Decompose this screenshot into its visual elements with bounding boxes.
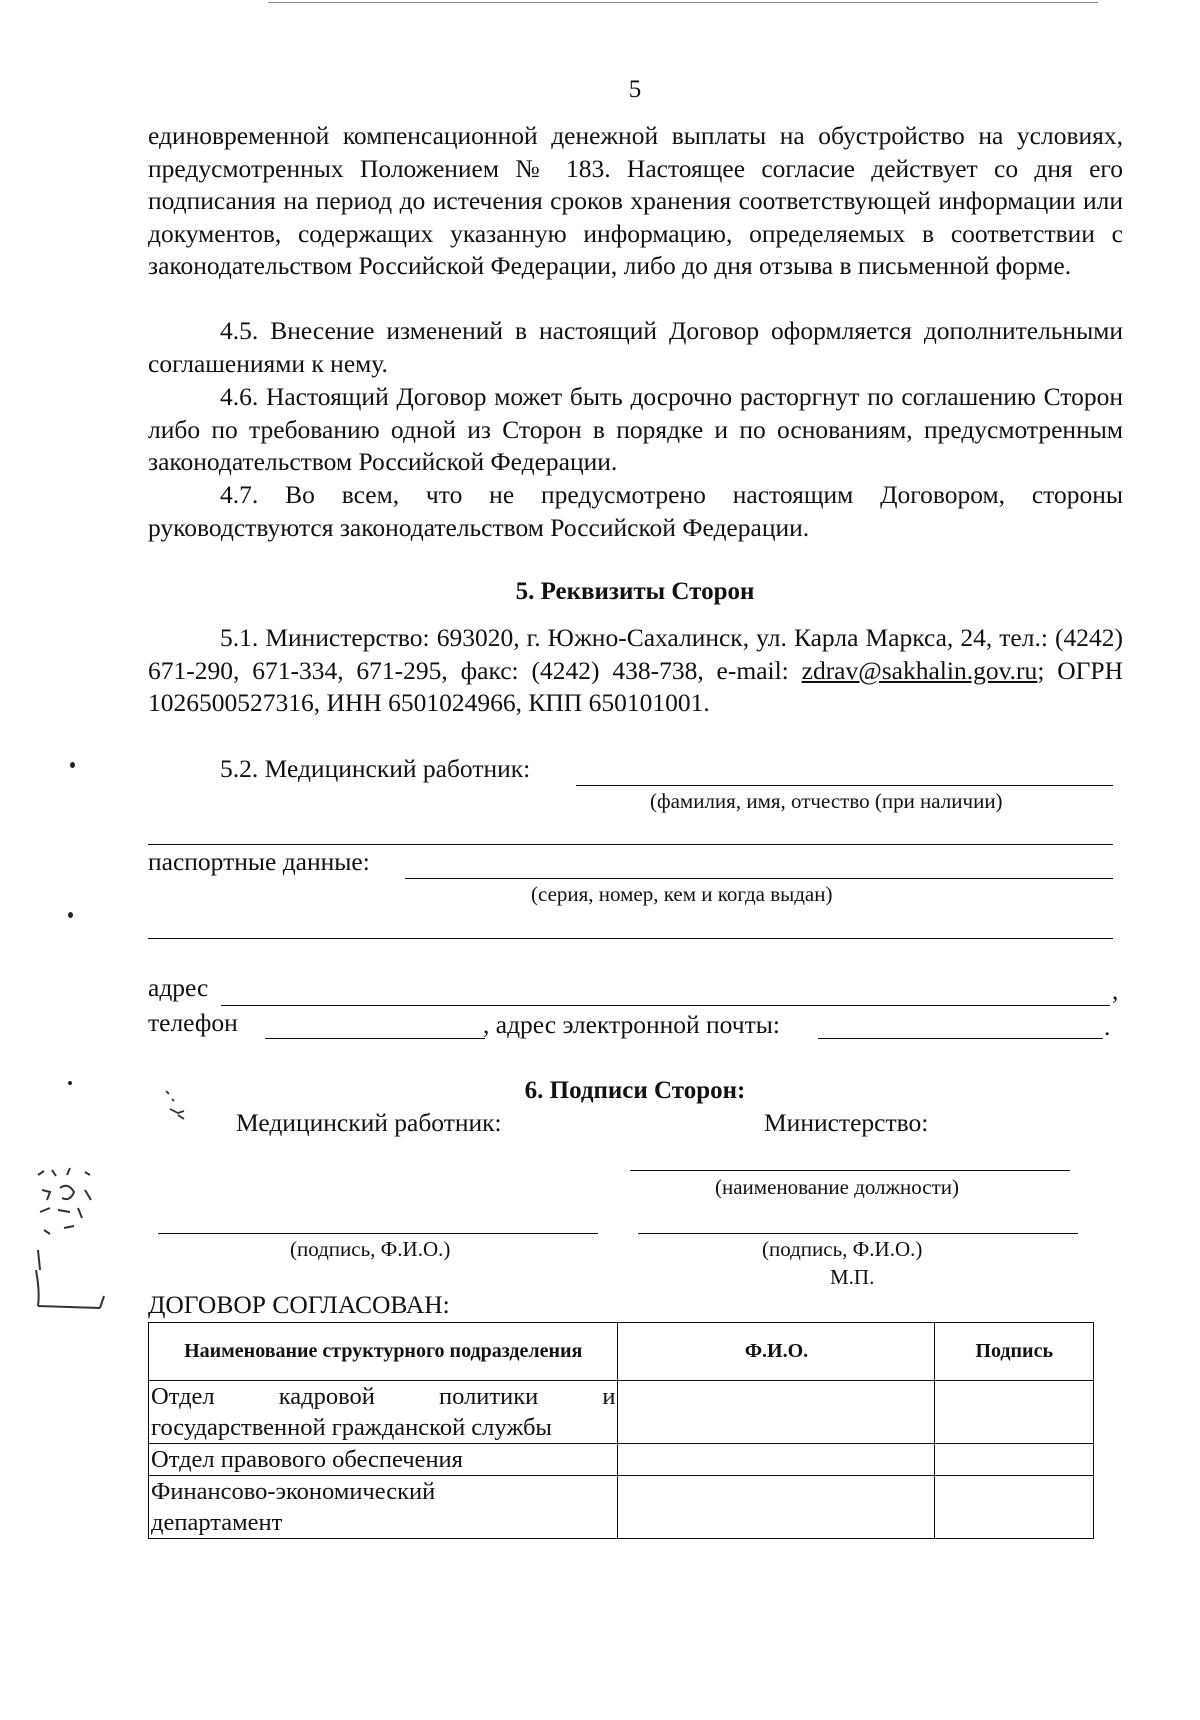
passport-field-continued[interactable] (148, 938, 1113, 939)
section-5-title: 5. Реквизиты Сторон (515, 578, 755, 605)
passport-label: паспортные данные: (148, 847, 370, 876)
passport-caption: (серия, номер, кем и когда выдан) (531, 882, 833, 906)
fio-cell[interactable] (618, 1444, 935, 1476)
approval-table (148, 1322, 1094, 1539)
signature-cell[interactable] (935, 1444, 1094, 1476)
ministry-details (148, 622, 1123, 720)
worker-signature-field[interactable] (158, 1233, 598, 1234)
table-row (149, 1476, 1094, 1539)
seal-caption: М.П. (830, 1265, 875, 1289)
scan-speck (68, 912, 73, 918)
fio-cell[interactable] (618, 1381, 935, 1444)
fio-cell[interactable] (618, 1476, 935, 1539)
ministry-registration: ; ОГРН 1026500527316, ИНН 6501024966, КПП 650101001. (148, 655, 1124, 717)
email-period: . (1104, 1012, 1111, 1041)
scan-speck (70, 762, 75, 768)
department-cell (149, 1381, 618, 1444)
position-caption: (наименование должности) (715, 1175, 960, 1199)
department-name-line1: Отдел правового обеспечения (151, 1446, 463, 1473)
page-number: 5 (628, 76, 642, 103)
worker-name-caption: (фамилия, имя, отчество (при наличии) (650, 789, 1003, 813)
scan-edge-line (268, 2, 1098, 3)
department-name-line1: Отдел кадровой политики и (151, 1383, 616, 1410)
worker-label: 5.2. Медицинский работник: (220, 754, 531, 783)
address-field[interactable] (221, 1005, 1110, 1006)
table-row (149, 1444, 1094, 1476)
signature-ministry-label: Министерство: (764, 1108, 929, 1137)
clause-4-6: 4.6. Настоящий Договор может быть досрочно расторгнут по соглашению Сторон либо по требованию одной из Сторон в порядке и по основаниям, предусмотренным законодательством Российской Федерации. (148, 382, 1123, 476)
signature-cell[interactable] (935, 1381, 1094, 1444)
header-fio: Ф.И.О. (618, 1323, 935, 1381)
ministry-signature-field[interactable] (638, 1233, 1078, 1234)
signature-worker-label: Медицинский работник: (236, 1108, 502, 1137)
worker-name-field-continued[interactable] (148, 844, 1113, 845)
ministry-details-text: 5.1. Министерство: 693020, г. Южно-Сахалинск, ул. Карла Маркса, 24, тел.: (4242) 671-290, 671-334, 671-295, факс: (4242) 438-738, e-mail: (148, 623, 1123, 685)
header-signature: Подпись (935, 1323, 1094, 1381)
department-cell (149, 1476, 618, 1539)
consent-paragraph: единовременной компенсационной денежной выплаты на обустройство на условиях, предусмотренных Положением № 183. Настоящее согласие действует со дня его подписания на период до истечения сроков хранения соответствующей информации или документов, содержащих указанную информацию, определяемых в соответствии с законодательством Российской Федерации, либо до дня отзыва в письменной форме. (148, 121, 1123, 280)
signature-cell[interactable] (935, 1476, 1094, 1539)
approval-header-row (149, 1323, 1094, 1381)
department-name-line2: государственной гражданской службы (151, 1414, 552, 1441)
table-row (149, 1381, 1094, 1444)
ministry-signature-caption: (подпись, Ф.И.О.) (762, 1237, 923, 1261)
phone-field[interactable] (265, 1038, 485, 1039)
clause-4-5: 4.5. Внесение изменений в настоящий Договор оформляется дополнительными соглашениями к нему. (148, 316, 1123, 378)
email-label: , адрес электронной почты: (483, 1010, 780, 1039)
address-comma: , (1112, 976, 1119, 1005)
email-field[interactable] (818, 1038, 1103, 1039)
address-label: адрес (148, 973, 209, 1002)
phone-label: телефон (148, 1008, 238, 1037)
worker-name-field[interactable] (576, 785, 1113, 786)
department-name-line1: Финансово-экономический (151, 1478, 436, 1505)
scan-speck (68, 1081, 72, 1085)
header-department: Наименование структурного подразделения (149, 1323, 618, 1381)
approval-title: ДОГОВОР СОГЛАСОВАН: (148, 1290, 450, 1319)
department-cell (149, 1444, 618, 1476)
ministry-email: zdrav@sakhalin.gov.ru (801, 655, 1038, 685)
stamp-residue-mark (30, 1160, 122, 1310)
section-6-title: 6. Подписи Сторон: (524, 1077, 746, 1104)
ministry-position-field[interactable] (630, 1170, 1070, 1171)
clause-4-7: 4.7. Во всем, что не предусмотрено настоящим Договором, стороны руководствуются законодательством Российской Федерации. (148, 480, 1123, 542)
worker-signature-caption: (подпись, Ф.И.О.) (290, 1237, 451, 1261)
department-name-line2: департамент (151, 1509, 283, 1536)
passport-field[interactable] (405, 878, 1113, 879)
scan-scribble-mark (160, 1085, 200, 1125)
